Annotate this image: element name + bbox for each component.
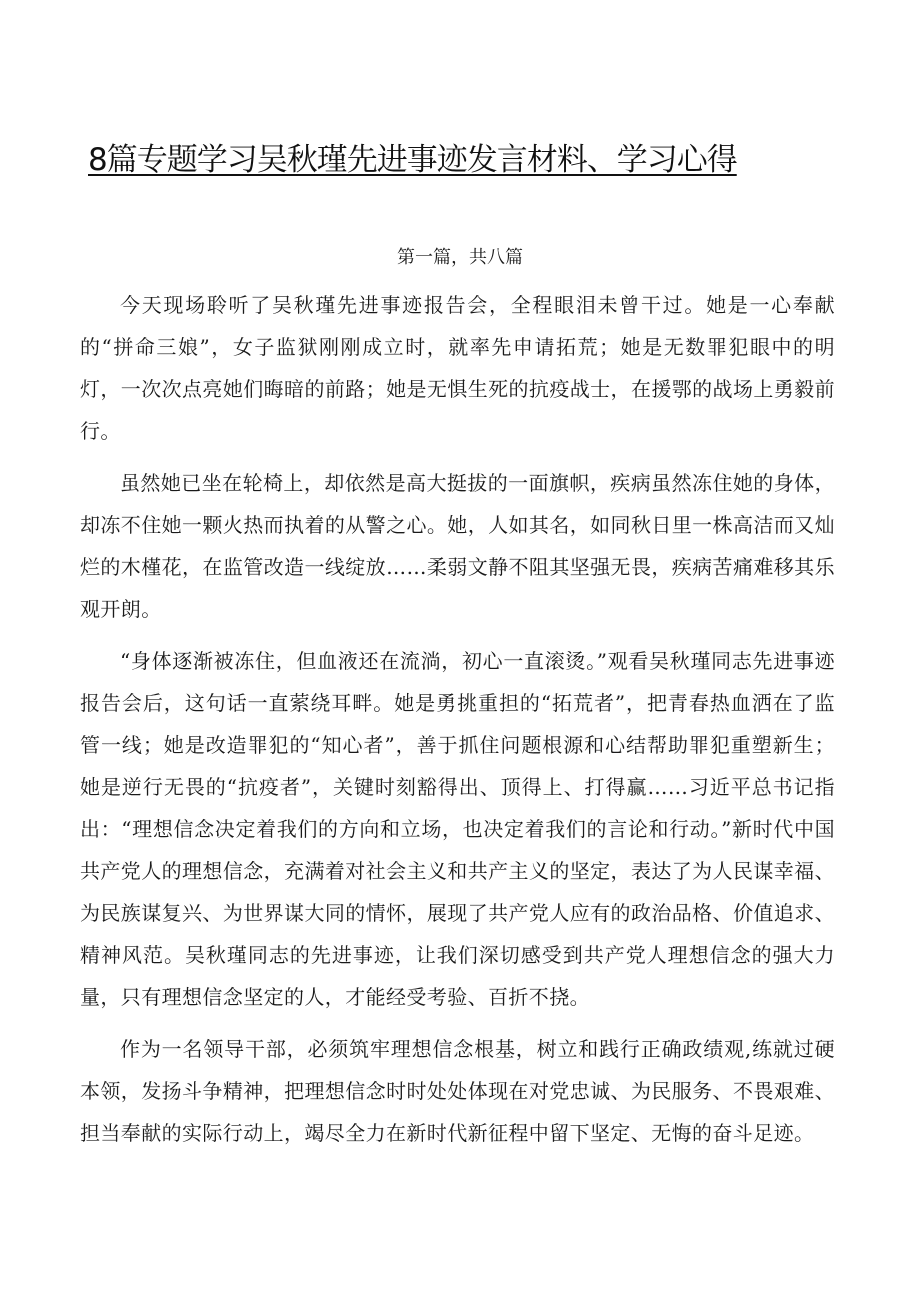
section-heading: 第一篇，共八篇: [397, 247, 523, 268]
paragraph: “身体逐渐被冻住，但血液还在流淌，初心一直滚烫。”观看吴秋瑾同志先进事迹报告会后，这句话一直萦绕耳畔。她是勇挑重担的“拓荒者”，把青春热血洒在了监管一线；她是改造罪犯的“知心者”，善于抓住问题根源和心结帮助罪犯重塑新生；她是逆行无畏的“抗疫者”，关键时刻豁得出、顶得上、打得赢……习近平总书记指出：“理想信念决定着我们的方向和立场，也决定着我们的言论和行动。”新时代中国共产党人的理想信念，充满着对社会主义和共产主义的坚定，表达了为人民谋幸福、为民族谋复兴、为世界谋大同的情怀，展现了共产党人应有的政治品格、价值追求、精神风范。吴秋瑾同志的先进事迹，让我们深切感受到共产党人理想信念的强大力量，只有理想信念坚定的人，才能经受考验、百折不挠。: [80, 649, 835, 1009]
paragraph: 虽然她已坐在轮椅上，却依然是高大挺拔的一面旗帜，疾病虽然冻住她的身体，却冻不住她一颗火热而执着的从警之心。她，人如其名，如同秋日里一株高洁而又灿烂的木槿花，在监管改造一线绽放……柔弱文静不阻其坚强无畏，疾病苦痛难移其乐观开朗。: [80, 471, 835, 621]
document-title: 8篇专题学习吴秋瑾先进事迹发言材料、学习心得: [88, 142, 737, 178]
document-body: [80, 284, 835, 1164]
paragraph: 作为一名领导干部，必须筑牢理想信念根基，树立和践行正确政绩观,练就过硬本领，发扬斗争精神，把理想信念时时处处体现在对党忠诚、为民服务、不畏艰难、担当奉献的实际行动上，竭尽全力在新时代新征程中留下坚定、无悔的奋斗足迹。: [80, 1037, 835, 1145]
paragraph: 今天现场聆听了吴秋瑾先进事迹报告会，全程眼泪未曾干过。她是一心奉献的“拼命三娘”，女子监狱刚刚成立时，就率先申请拓荒；她是无数罪犯眼中的明灯，一次次点亮她们晦暗的前路；她是无惧生死的抗疫战士，在援鄂的战场上勇毅前行。: [80, 293, 835, 443]
